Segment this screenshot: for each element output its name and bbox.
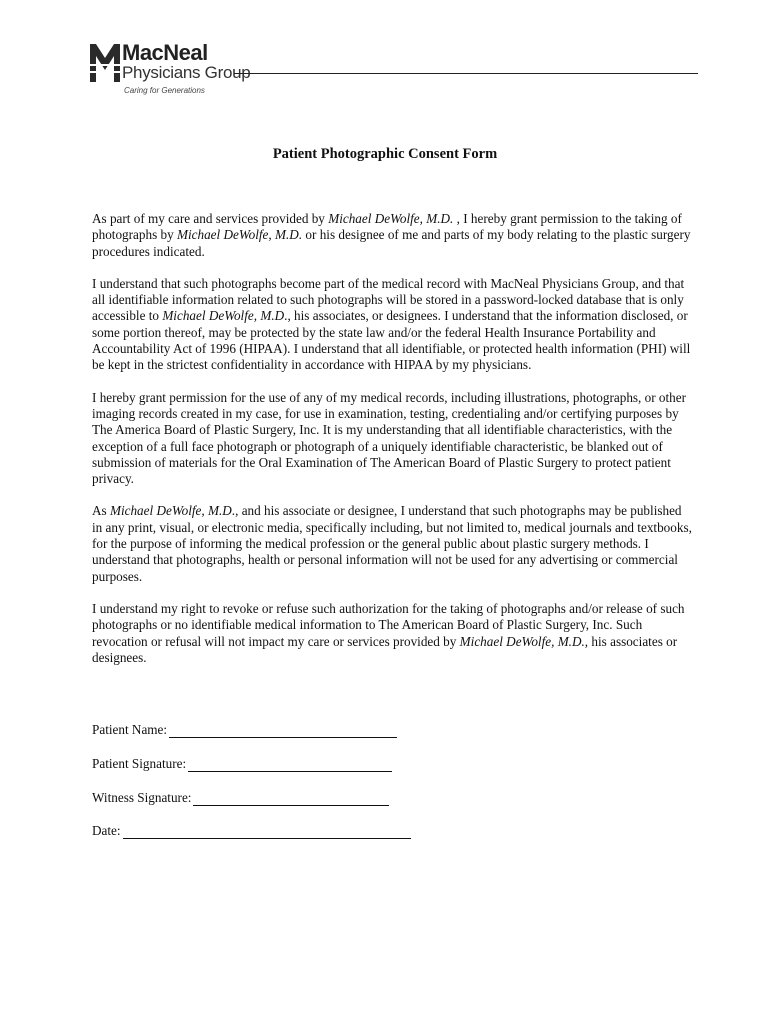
paragraph-5: I understand my right to revoke or refuse such authorization for the taking of photographs and/or release of such photographs or no identifiable medical information to The American Board of Plastic Surgery, Inc. Such revocation or refusal will not impact my care or services provided by Michael DeWolfe, M.D., his associates or designees. (92, 600, 685, 665)
paragraph-1: As part of my care and services provided by Michael DeWolfe, M.D. , I hereby grant permission to the taking of photographs by Michael DeWolfe, M.D. or his designee of me and parts of my body relating to the plastic surgery procedures indicated. (92, 211, 691, 259)
logo-tagline: Caring for Generations (124, 86, 205, 95)
doctor-name: Michael DeWolfe, M.D (109, 503, 232, 519)
date-label: Date: (92, 823, 121, 838)
patient-signature-field[interactable] (92, 756, 392, 772)
macneal-logo-mark-icon (90, 44, 120, 82)
date-field[interactable] (92, 823, 411, 839)
patient-name-label: Patient Name: (92, 722, 168, 737)
paragraph-3: I hereby grant permission for the use of any of my medical records, including illustrations, photographs, or other imaging records created in my case, for use in examination, testing, credentialing and/or certifying purposes by The America Board of Plastic Surgery, Inc. It is my understanding that all identifiable characteristics, with the exception of a full face photograph or photograph of a uniquely identifiable characteristic, be blanked out of submission of materials for the Oral Examination of The American Board of Plastic Surgery to protect patient privacy. (92, 389, 687, 487)
patient-signature-label: Patient Signature: (92, 756, 187, 771)
header-rule (234, 73, 698, 74)
doctor-name: Michael DeWolfe, M.D. (176, 227, 303, 243)
letterhead (90, 40, 700, 100)
patient-name-field[interactable] (92, 722, 397, 738)
form-title: Patient Photographic Consent Form (272, 146, 498, 162)
witness-signature-label: Witness Signature: (92, 790, 192, 805)
patient-name-line[interactable] (169, 725, 397, 738)
paragraph-4: As Michael DeWolfe, M.D., and his associate or designee, I understand that such photographs may be published in any print, visual, or electronic media, specifically including, but not limited to, medical journals and textbooks, for the purpose of informing the medical profession or the general public about plastic surgery methods. I understand that photographs, health or personal information will not be used for any advertising or commercial purposes. (92, 503, 692, 584)
witness-signature-field[interactable] (92, 790, 389, 806)
doctor-name: Michael DeWolfe, M.D (162, 308, 285, 324)
paragraph-2: I understand that such photographs become part of the medical record with MacNeal Physicians Group, and that all identifiable information related to such photographs will be stored in a password-locked database that is only accessible to Michael DeWolfe, M.D., his associates, or designees. I understand that the information disclosed, or some portion thereof, may be protected by the state law and/or the federal Health Insurance Portability and Accountability Act of 1996 (HIPAA). I understand that all identifiable, or protected health information (PHI) will be kept in the strictest confidentiality in accordance with HIPAA by my physicians. (92, 275, 691, 373)
doctor-name: Michael DeWolfe, M.D. (328, 211, 454, 226)
logo-group-name: Physicians Group (122, 63, 251, 82)
doctor-name: Michael DeWolfe, M.D., (459, 633, 589, 649)
consent-body (92, 211, 692, 682)
patient-signature-line[interactable] (188, 759, 392, 772)
witness-signature-line[interactable] (193, 793, 389, 806)
date-line[interactable] (123, 826, 411, 839)
logo-name: MacNeal (122, 40, 208, 65)
